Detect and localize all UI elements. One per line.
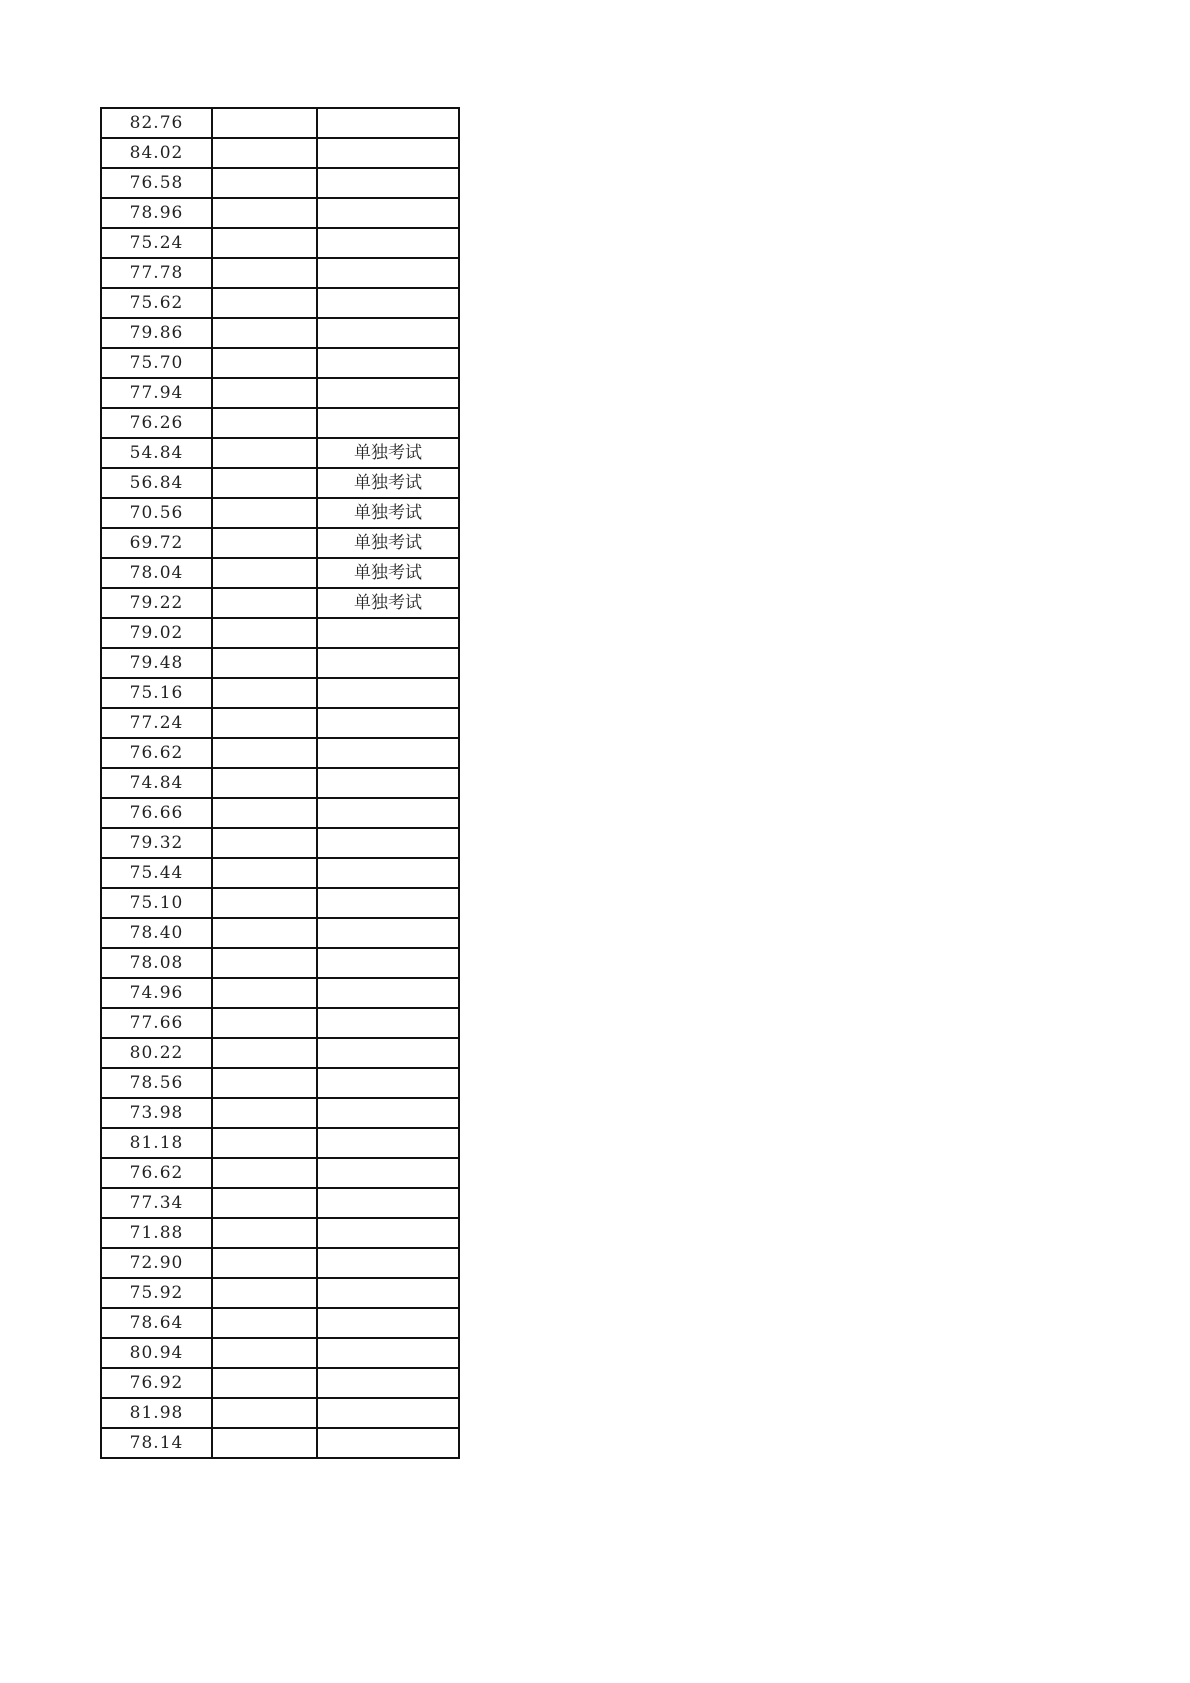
- blank-cell: [212, 1188, 317, 1218]
- blank-cell: [212, 1248, 317, 1278]
- score-cell: 76.62: [101, 1158, 212, 1188]
- note-cell: [317, 1248, 459, 1278]
- table-row: [101, 438, 459, 468]
- blank-cell: [212, 1008, 317, 1038]
- score-cell: 75.70: [101, 348, 212, 378]
- score-cell: 71.88: [101, 1218, 212, 1248]
- note-cell: [317, 1338, 459, 1368]
- score-cell: 79.22: [101, 588, 212, 618]
- note-cell: 单独考试: [317, 498, 459, 528]
- blank-cell: [212, 198, 317, 228]
- score-cell: 77.34: [101, 1188, 212, 1218]
- table-row: [101, 858, 459, 888]
- table-row: [101, 978, 459, 1008]
- score-cell: 77.24: [101, 708, 212, 738]
- blank-cell: [212, 318, 317, 348]
- blank-cell: [212, 708, 317, 738]
- table-row: [101, 768, 459, 798]
- score-cell: 79.02: [101, 618, 212, 648]
- score-cell: 77.66: [101, 1008, 212, 1038]
- note-cell: [317, 408, 459, 438]
- blank-cell: [212, 288, 317, 318]
- table-row: [101, 258, 459, 288]
- blank-cell: [212, 558, 317, 588]
- blank-cell: [212, 858, 317, 888]
- score-cell: 78.96: [101, 198, 212, 228]
- note-cell: [317, 1158, 459, 1188]
- table-row: [101, 528, 459, 558]
- blank-cell: [212, 1398, 317, 1428]
- table-row: [101, 1128, 459, 1158]
- blank-cell: [212, 1338, 317, 1368]
- table-row: [101, 318, 459, 348]
- score-cell: 75.16: [101, 678, 212, 708]
- table-row: [101, 918, 459, 948]
- score-cell: 76.26: [101, 408, 212, 438]
- table-row: [101, 378, 459, 408]
- score-cell: 78.14: [101, 1428, 212, 1458]
- blank-cell: [212, 1308, 317, 1338]
- score-cell: 70.56: [101, 498, 212, 528]
- score-cell: 78.56: [101, 1068, 212, 1098]
- score-cell: 79.86: [101, 318, 212, 348]
- blank-cell: [212, 438, 317, 468]
- note-cell: [317, 1278, 459, 1308]
- blank-cell: [212, 1038, 317, 1068]
- score-cell: 79.32: [101, 828, 212, 858]
- table-row: [101, 1398, 459, 1428]
- blank-cell: [212, 618, 317, 648]
- score-table: [100, 107, 460, 1459]
- blank-cell: [212, 648, 317, 678]
- score-cell: 77.94: [101, 378, 212, 408]
- blank-cell: [212, 1428, 317, 1458]
- note-cell: [317, 1188, 459, 1218]
- score-cell: 82.76: [101, 108, 212, 138]
- note-cell: 单独考试: [317, 468, 459, 498]
- table-row: [101, 348, 459, 378]
- note-cell: [317, 1008, 459, 1038]
- table-row: [101, 618, 459, 648]
- note-cell: [317, 168, 459, 198]
- note-cell: 单独考试: [317, 528, 459, 558]
- note-cell: [317, 618, 459, 648]
- blank-cell: [212, 498, 317, 528]
- table-row: [101, 198, 459, 228]
- blank-cell: [212, 1128, 317, 1158]
- note-cell: [317, 678, 459, 708]
- score-cell: 81.98: [101, 1398, 212, 1428]
- blank-cell: [212, 168, 317, 198]
- note-cell: [317, 888, 459, 918]
- blank-cell: [212, 408, 317, 438]
- note-cell: [317, 138, 459, 168]
- score-cell: 76.66: [101, 798, 212, 828]
- note-cell: [317, 948, 459, 978]
- note-cell: [317, 858, 459, 888]
- table-row: [101, 1278, 459, 1308]
- note-cell: [317, 1428, 459, 1458]
- score-cell: 76.62: [101, 738, 212, 768]
- note-cell: [317, 1308, 459, 1338]
- score-table-body: [101, 108, 459, 1458]
- score-cell: 54.84: [101, 438, 212, 468]
- note-cell: [317, 648, 459, 678]
- table-row: [101, 1188, 459, 1218]
- table-row: [101, 678, 459, 708]
- note-cell: [317, 1128, 459, 1158]
- blank-cell: [212, 258, 317, 288]
- table-row: [101, 1038, 459, 1068]
- table-row: [101, 798, 459, 828]
- table-row: [101, 1008, 459, 1038]
- note-cell: 单独考试: [317, 438, 459, 468]
- table-row: [101, 168, 459, 198]
- note-cell: [317, 768, 459, 798]
- table-row: [101, 1098, 459, 1128]
- score-cell: 76.58: [101, 168, 212, 198]
- score-cell: 69.72: [101, 528, 212, 558]
- note-cell: [317, 978, 459, 1008]
- blank-cell: [212, 1068, 317, 1098]
- note-cell: [317, 348, 459, 378]
- table-row: [101, 648, 459, 678]
- score-cell: 74.96: [101, 978, 212, 1008]
- table-row: [101, 888, 459, 918]
- score-cell: 78.04: [101, 558, 212, 588]
- blank-cell: [212, 828, 317, 858]
- blank-cell: [212, 798, 317, 828]
- blank-cell: [212, 1278, 317, 1308]
- note-cell: [317, 1218, 459, 1248]
- note-cell: [317, 1038, 459, 1068]
- table-row: [101, 1368, 459, 1398]
- table-row: [101, 708, 459, 738]
- note-cell: [317, 1068, 459, 1098]
- score-cell: 80.94: [101, 1338, 212, 1368]
- blank-cell: [212, 738, 317, 768]
- blank-cell: [212, 528, 317, 558]
- note-cell: [317, 228, 459, 258]
- score-cell: 79.48: [101, 648, 212, 678]
- blank-cell: [212, 888, 317, 918]
- score-cell: 76.92: [101, 1368, 212, 1398]
- note-cell: [317, 258, 459, 288]
- blank-cell: [212, 918, 317, 948]
- note-cell: [317, 708, 459, 738]
- note-cell: 单独考试: [317, 588, 459, 618]
- score-cell: 77.78: [101, 258, 212, 288]
- blank-cell: [212, 138, 317, 168]
- blank-cell: [212, 1158, 317, 1188]
- note-cell: [317, 198, 459, 228]
- score-cell: 56.84: [101, 468, 212, 498]
- table-row: [101, 468, 459, 498]
- table-row: [101, 1068, 459, 1098]
- score-cell: 75.92: [101, 1278, 212, 1308]
- table-row: [101, 828, 459, 858]
- note-cell: [317, 798, 459, 828]
- score-cell: 84.02: [101, 138, 212, 168]
- table-row: [101, 948, 459, 978]
- score-cell: 81.18: [101, 1128, 212, 1158]
- note-cell: [317, 918, 459, 948]
- note-cell: [317, 1398, 459, 1428]
- table-row: [101, 1338, 459, 1368]
- score-cell: 75.10: [101, 888, 212, 918]
- note-cell: [317, 828, 459, 858]
- score-cell: 80.22: [101, 1038, 212, 1068]
- note-cell: [317, 288, 459, 318]
- blank-cell: [212, 1218, 317, 1248]
- note-cell: [317, 738, 459, 768]
- score-cell: 78.08: [101, 948, 212, 978]
- table-row: [101, 108, 459, 138]
- table-row: [101, 588, 459, 618]
- score-cell: 74.84: [101, 768, 212, 798]
- table-row: [101, 558, 459, 588]
- score-cell: 73.98: [101, 1098, 212, 1128]
- blank-cell: [212, 1368, 317, 1398]
- score-cell: 78.64: [101, 1308, 212, 1338]
- table-row: [101, 1158, 459, 1188]
- blank-cell: [212, 588, 317, 618]
- note-cell: 单独考试: [317, 558, 459, 588]
- table-row: [101, 1308, 459, 1338]
- table-row: [101, 228, 459, 258]
- score-cell: 75.24: [101, 228, 212, 258]
- blank-cell: [212, 678, 317, 708]
- blank-cell: [212, 948, 317, 978]
- blank-cell: [212, 108, 317, 138]
- table-row: [101, 498, 459, 528]
- blank-cell: [212, 348, 317, 378]
- note-cell: [317, 318, 459, 348]
- blank-cell: [212, 468, 317, 498]
- table-row: [101, 1218, 459, 1248]
- note-cell: [317, 108, 459, 138]
- blank-cell: [212, 228, 317, 258]
- blank-cell: [212, 1098, 317, 1128]
- table-row: [101, 1428, 459, 1458]
- blank-cell: [212, 978, 317, 1008]
- note-cell: [317, 1368, 459, 1398]
- table-row: [101, 408, 459, 438]
- blank-cell: [212, 378, 317, 408]
- score-cell: 72.90: [101, 1248, 212, 1278]
- table-row: [101, 738, 459, 768]
- note-cell: [317, 1098, 459, 1128]
- table-row: [101, 288, 459, 318]
- table-row: [101, 1248, 459, 1278]
- blank-cell: [212, 768, 317, 798]
- table-row: [101, 138, 459, 168]
- score-cell: 75.44: [101, 858, 212, 888]
- note-cell: [317, 378, 459, 408]
- score-cell: 75.62: [101, 288, 212, 318]
- score-cell: 78.40: [101, 918, 212, 948]
